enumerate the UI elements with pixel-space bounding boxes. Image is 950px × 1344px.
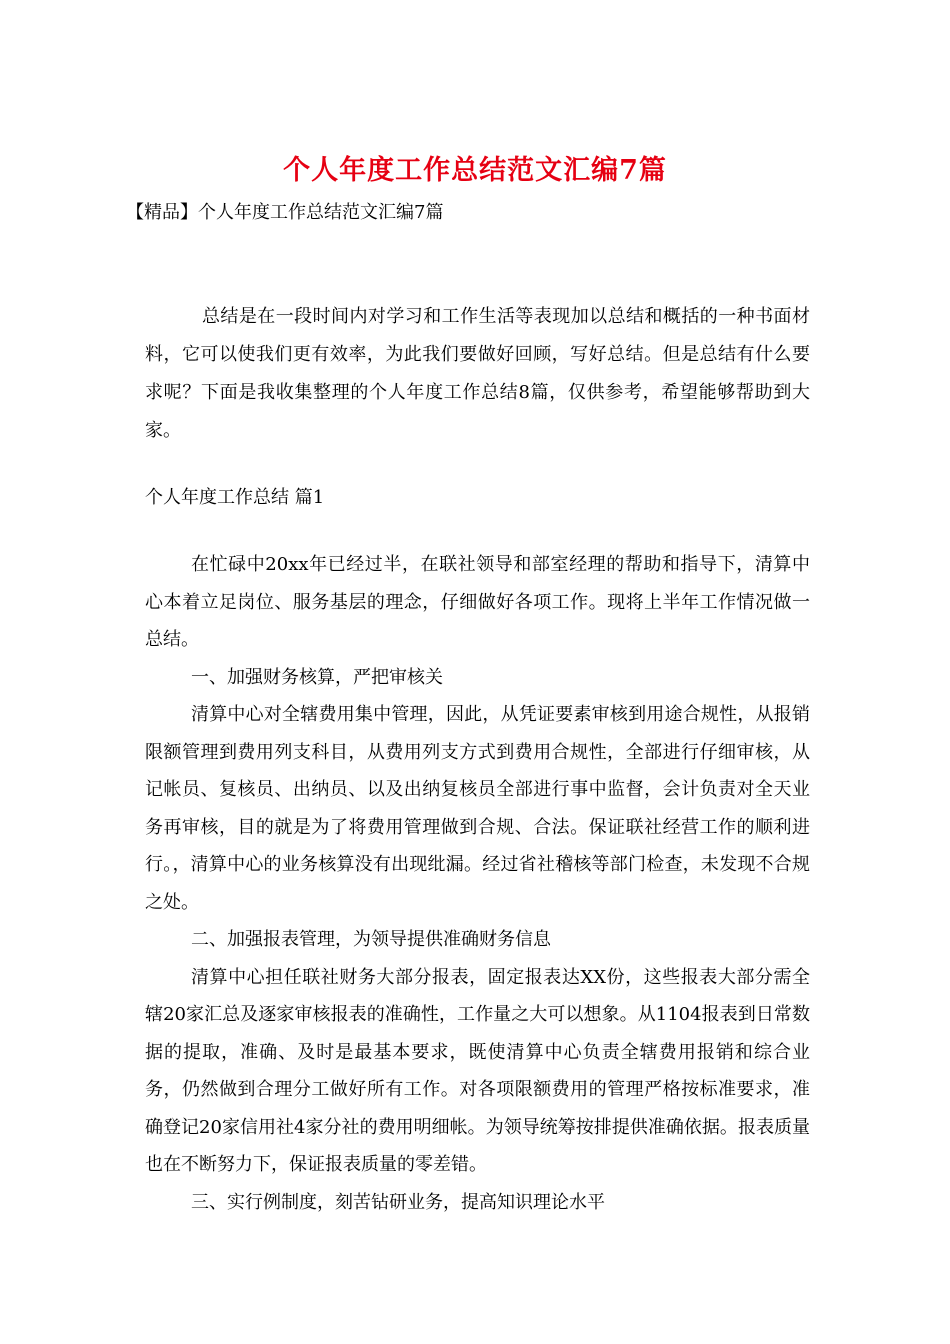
- subsection-heading: 三、实行例制度，刻苦钻研业务，提高知识理论水平: [191, 1191, 605, 1213]
- body-paragraph: 在忙碌中20xx年已经过半，在联社领导和部室经理的帮助和指导下，清算中心本着立足岗位、服务基层的理念，仔细做好各项工作。现将上半年工作情况做一总结。: [145, 554, 810, 650]
- document-title: 个人年度工作总结范文汇编7篇: [283, 155, 667, 186]
- intro-paragraph: 总结是在一段时间内对学习和工作生活等表现加以总结和概括的一种书面材料，它可以使我们更有效率，为此我们要做好回顾，写好总结。但是总结有什么要求呢？下面是我收集整理的个人年度工作总结8篇，仅供参考，希望能够帮助到大家。: [145, 306, 810, 441]
- section-heading: 个人年度工作总结 篇1: [145, 487, 325, 508]
- section-body: [145, 546, 810, 1221]
- document-subtitle: 【精品】个人年度工作总结范文汇编7篇: [126, 202, 444, 223]
- subsection-heading: 一、加强财务核算，严把审核关: [191, 666, 443, 688]
- subsection-heading: 二、加强报表管理，为领导提供准确财务信息: [191, 929, 551, 950]
- body-paragraph: 清算中心对全辖费用集中管理，因此，从凭证要素审核到用途合规性，从报销限额管理到费用列支科目，从费用列支方式到费用合规性，全部进行仔细审核，从记帐员、复核员、出纳员、以及出纳复核员全部进行事中监督，会计负责对全天业务再审核，目的就是为了将费用管理做到合规、合法。保证联社经营工作的顺利进行。，清算中心的业务核算没有出现纰漏。经过省社稽核等部门检查，未发现不合规之处。: [145, 704, 810, 913]
- body-paragraph: 清算中心担任联社财务大部分报表，固定报表达XX份，这些报表大部分需全辖20家汇总及逐家审核报表的准确性，工作量之大可以想象。从1104报表到日常数据的提取，准确、及时是最基本要求，既使清算中心负责全辖费用报销和综合业务，仍然做到合理分工做好所有工作。对各项限额费用的管理严格按标准要求，准确登记20家信用社4家分社的费用明细帐。为领导统筹按排提供准确依据。报表质量也在不断努力下，保证报表质量的零差错。: [145, 966, 810, 1175]
